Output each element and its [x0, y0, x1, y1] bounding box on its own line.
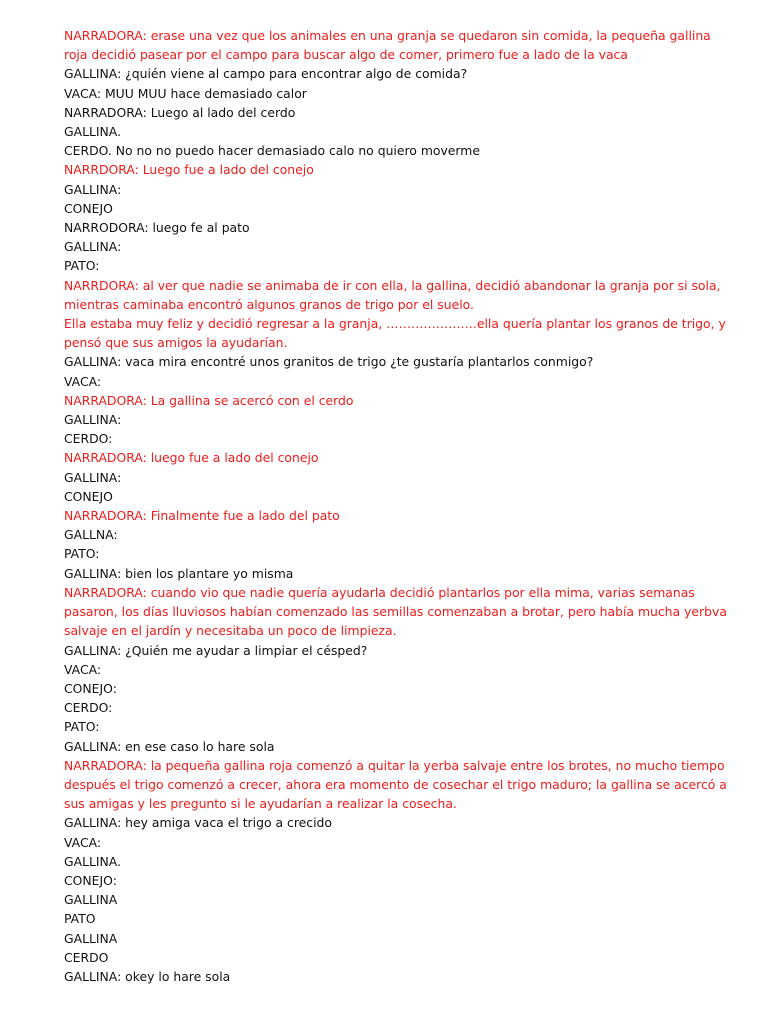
narration-line: NARRADORA: la pequeña gallina roja comenzó a quitar la yerba salvaje entre los brotes, no mucho tiempo — [64, 757, 725, 773]
dialogue-line: GALLINA: vaca mira encontré unos granitos de trigo ¿te gustaría plantarlos conmigo? — [64, 354, 594, 370]
dialogue-line: CERDO: — [64, 700, 113, 716]
dialogue-line: CERDO — [64, 949, 109, 965]
dialogue-line: GALLINA. — [64, 124, 122, 140]
narration-line: mientras caminaba encontró algunos granos de trigo por el suelo. — [64, 296, 474, 312]
narration-line: roja decidió pasear por el campo para buscar algo de comer, primero fue a lado de la vaca — [64, 47, 628, 63]
dialogue-line: GALLINA: — [64, 469, 122, 485]
dialogue-line: CONEJO — [64, 200, 113, 216]
dialogue-line: VACA: MUU MUU hace demasiado calor — [64, 85, 307, 101]
dialogue-line: GALLINA: ¿Quién me ayudar a limpiar el césped? — [64, 642, 368, 658]
dialogue-line: CONEJO: — [64, 680, 117, 696]
dialogue-line: GALLINA. — [64, 853, 122, 869]
dialogue-line: CONEJO: — [64, 872, 117, 888]
dialogue-line: GALLINA: ¿quién viene al campo para encontrar algo de comida? — [64, 66, 468, 82]
dialogue-line: GALLINA: okey lo hare sola — [64, 968, 231, 984]
narration-line: NARRADORA: luego fue a lado del conejo — [64, 450, 319, 466]
dialogue-line: CERDO: — [64, 431, 113, 447]
dialogue-line: PATO: — [64, 546, 100, 562]
dialogue-line: GALLINA — [64, 892, 118, 908]
dialogue-line: GALLINA: — [64, 181, 122, 197]
narration-line: NARRADORA: La gallina se acercó con el cerdo — [64, 392, 354, 408]
narration-line: NARRDORA: Luego fue a lado del conejo — [64, 162, 314, 178]
narration-line: salvaje en el jardín y necesitaba un poco de limpieza. — [64, 623, 397, 639]
narration-line: pasaron, los días lluviosos habían comenzado las semillas comenzaban a brotar, pero había mucha yerbva — [64, 604, 727, 620]
dialogue-line: GALLINA — [64, 930, 118, 946]
dialogue-line: GALLINA: hey amiga vaca el trigo a crecido — [64, 815, 332, 831]
dialogue-line: PATO: — [64, 258, 100, 274]
narration-line: después el trigo comenzó a crecer, ahora era momento de cosechar el trigo maduro; la gallina se acercó a — [64, 776, 727, 792]
dialogue-line: GALLINA: — [64, 412, 122, 428]
dialogue-line: VACA: — [64, 373, 102, 389]
dialogue-line: GALLINA: en ese caso lo hare sola — [64, 738, 275, 754]
narration-line: Ella estaba muy feliz y decidió regresar a la granja, ………………….ella quería plantar los granos de trigo, y — [64, 316, 726, 332]
dialogue-line: NARRODORA: luego fe al pato — [64, 220, 250, 236]
narration-line: NARRADORA: cuando vio que nadie quería ayudarla decidió plantarlos por ella mima, varias semanas — [64, 584, 695, 600]
dialogue-line: VACA: — [64, 661, 102, 677]
dialogue-line: GALLINA: — [64, 239, 122, 255]
dialogue-line: NARRADORA: Luego al lado del cerdo — [64, 104, 296, 120]
narration-line: NARRDORA: al ver que nadie se animaba de ir con ella, la gallina, decidió abandonar la granja por si sola, — [64, 277, 721, 293]
dialogue-line: CONEJO — [64, 488, 113, 504]
dialogue-line: PATO: — [64, 719, 100, 735]
dialogue-line: VACA: — [64, 834, 102, 850]
dialogue-line: GALLINA: bien los plantare yo misma — [64, 565, 294, 581]
dialogue-line: GALLNA: — [64, 527, 118, 543]
dialogue-line: CERDO. No no no puedo hacer demasiado calo no quiero moverme — [64, 143, 480, 159]
document-body — [64, 26, 744, 986]
narration-line: sus amigas y les pregunto si le ayudarían a realizar la cosecha. — [64, 796, 457, 812]
narration-line: NARRADORA: Finalmente fue a lado del pato — [64, 508, 340, 524]
narration-line: pensó que sus amigos la ayudarían. — [64, 335, 288, 351]
narration-line: NARRADORA: erase una vez que los animales en una granja se quedaron sin comida, la pequeña gallina — [64, 28, 711, 43]
dialogue-line: PATO — [64, 911, 96, 927]
